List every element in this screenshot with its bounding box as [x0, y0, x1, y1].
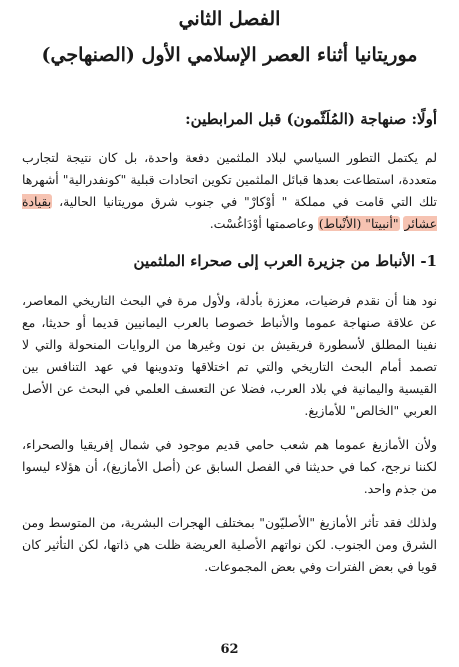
paragraph-3: ولأن الأمازيغ عموما هم شعب حامي قديم موجود في شمال إفريقيا والصحراء، لكننا نرجح، كما في حديثنا في الفصل السابق عن (أصل الأمازيغ)، أن هؤلاء ليسوا من جذم واحد.	[22, 437, 437, 496]
page-number: 62	[220, 642, 239, 657]
paragraph-4: ولذلك فقد تأثر الأمازيغ "الأصليّون" بمختلف الهجرات البشرية، من المتوسط ومن الشرق ومن الجنوب. لكن نواتهم الأصلية العريضة ظلت هي ذاتها، لكن التأثير كان قويا في بعض الفترات وفي بعض المجموعات.	[22, 515, 437, 574]
highlighted-phrase-2: "أنبيتا" (الأنْباط)	[318, 216, 399, 231]
chapter-title: موريتانيا أثناء العصر الإسلامي الأول (الصنهاجي)	[41, 44, 418, 66]
section-heading: أولًا: صنهاجة (المُلَثّمون) قبل المرابطين:	[185, 110, 437, 128]
chapter-heading: الفصل الثاني	[178, 8, 281, 30]
paragraph-1-text-end: وعاصمتها أوْدَاغُسْت.	[209, 216, 318, 231]
paragraph-1-text-start: لم يكتمل التطور السياسي لبلاد الملثمين دفعة واحدة، بل كان نتيجة لتجارب متعددة، استطاعت بعدها قبائل الملثمين تكوين اتحادات قبلية "كونفدرالية" أشهرها تلك التي قامت في مملكة " أوْكارْ" في جنوب شرق موريتانيا الحالية،	[22, 150, 437, 209]
paragraph-2: نود هنا أن نقدم فرضيات، معززة بأدلة، ولأول مرة في البحث التاريخي المعاصر، عن علاقة صنهاجة عموما والأنباط خصوصا بالعرب اليمانيين قديما أو حديثا، مع نفينا المطلق لأسطورة فريقيش بن نون وغيرها من الروايات المنحولة والتي لا تصمد أمام البحث التاريخي والتي تم اختلاقها وتدوينها في عهد التنافس بين القيسية واليمانية في بلاد العرب، فضلا عن التعسف العلمي في البحث عن الأصل العربي "الخالص" للأمازيغ.	[22, 293, 437, 418]
highlighted-phrase-1: بقيادة عشائر	[22, 194, 437, 231]
paragraph-1	[22, 147, 437, 235]
subheading: 1- الأنباط من جزيرة العرب إلى صحراء الملثمين	[133, 252, 437, 270]
